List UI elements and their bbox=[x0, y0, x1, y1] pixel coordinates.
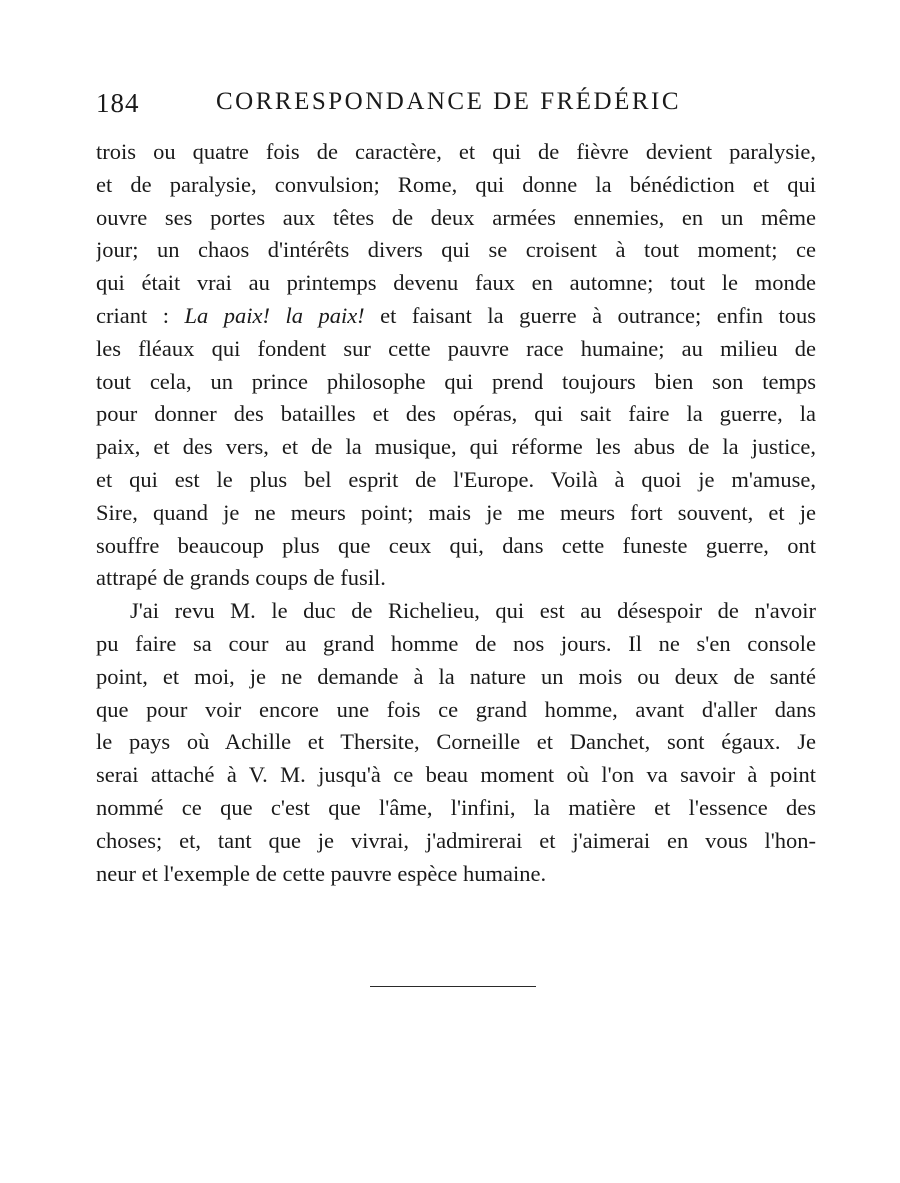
text-line: ouvre ses portes aux têtes de deux armées ennemies, en un même bbox=[96, 204, 816, 230]
page-header bbox=[96, 88, 690, 128]
text-line: nommé ce que c'est que l'âme, l'infini, la matière et l'essence des bbox=[96, 794, 816, 820]
section-rule bbox=[370, 986, 536, 987]
text-line: Sire, quand je ne meurs point; mais je me meurs fort souvent, et je bbox=[96, 499, 816, 525]
text-line: souffre beaucoup plus que ceux qui, dans cette funeste guerre, ont bbox=[96, 532, 816, 558]
text-line: et de paralysie, convulsion; Rome, qui donne la bénédiction et qui bbox=[96, 171, 816, 197]
text-segment: et faisant la guerre à outrance; enfin tous bbox=[364, 302, 816, 328]
text-line-with-italic bbox=[96, 300, 816, 333]
text-line: point, et moi, je ne demande à la nature un mois ou deux de santé bbox=[96, 663, 816, 689]
text-line: serai attaché à V. M. jusqu'à ce beau moment où l'on va savoir à point bbox=[96, 762, 816, 788]
text-line: qui était vrai au printemps devenu faux en automne; tout le monde bbox=[96, 270, 816, 296]
text-line: paix, et des vers, et de la musique, qui réforme les abus de la justice, bbox=[96, 434, 816, 460]
text-line: le pays où Achille et Thersite, Corneille et Danchet, sont égaux. Je bbox=[96, 729, 816, 755]
page-number: 184 bbox=[96, 88, 140, 118]
running-head: CORRESPONDANCE DE FRÉDÉRIC bbox=[216, 88, 682, 115]
text-line: attrapé de grands coups de fusil. bbox=[96, 565, 386, 591]
text-line: et qui est le plus bel esprit de l'Europe. Voilà à quoi je m'amuse, bbox=[96, 466, 816, 492]
text-line: pour donner des batailles et des opéras, qui sait faire la guerre, la bbox=[96, 401, 816, 427]
text-line: pu faire sa cour au grand homme de nos jours. Il ne s'en console bbox=[96, 630, 816, 656]
text-line: les fléaux qui fondent sur cette pauvre race humaine; au milieu de bbox=[96, 335, 816, 361]
paragraph-1 bbox=[96, 136, 816, 595]
text-line: jour; un chaos d'intérêts divers qui se croisent à tout moment; ce bbox=[96, 237, 816, 263]
text-line: que pour voir encore une fois ce grand homme, avant d'aller dans bbox=[96, 696, 816, 722]
body-text bbox=[96, 136, 816, 890]
text-line: tout cela, un prince philosophe qui prend toujours bien son temps bbox=[96, 368, 816, 394]
text-line: J'ai revu M. le duc de Richelieu, qui est au désespoir de n'avoir bbox=[130, 598, 816, 624]
text-line: neur et l'exemple de cette pauvre espèce humaine. bbox=[96, 860, 547, 886]
text-line: choses; et, tant que je vivrai, j'admirerai et j'aimerai en vous l'hon- bbox=[96, 827, 816, 853]
text-line: trois ou quatre fois de caractère, et qui de fièvre devient paralysie, bbox=[96, 139, 816, 164]
italic-quote: La paix! la paix! bbox=[184, 302, 365, 328]
paragraph-2 bbox=[96, 595, 816, 890]
text-segment: criant : bbox=[96, 302, 185, 328]
